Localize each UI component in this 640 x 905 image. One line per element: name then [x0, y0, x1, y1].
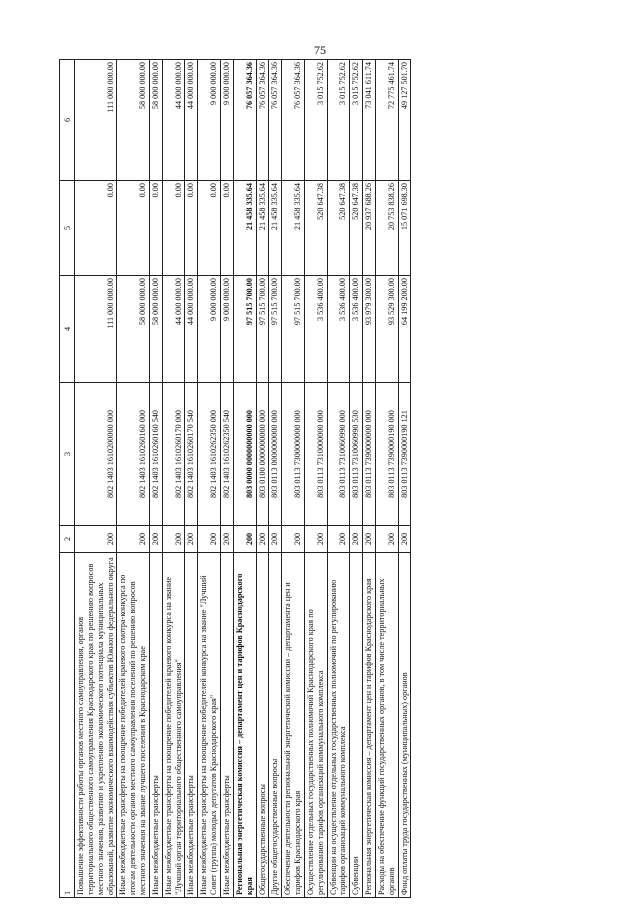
row-code: 200: [398, 526, 411, 553]
row-code: 200: [117, 526, 150, 553]
row-name: Иные межбюджетные трансферты на поощрение победителей краевого конкурса на звание "Лучший орган территориального общественного самоуправления": [162, 553, 185, 898]
row-col4: 111 000 000.00: [75, 276, 117, 383]
row-code: 200: [198, 526, 221, 553]
row-kbk: 803 0113 7390000190 121: [398, 383, 411, 526]
table-row: [162, 60, 185, 898]
row-col4: 44 000 000.00: [162, 276, 185, 383]
row-code: 200: [233, 526, 256, 553]
row-col5: 15 071 698.30: [398, 181, 411, 276]
rotated-table-container: [59, 62, 547, 898]
row-name: Общегосударственные вопросы: [256, 553, 269, 898]
row-col6: 72 775 461.74: [375, 60, 398, 181]
header-col-4: 4: [60, 276, 75, 383]
row-kbk: 802 1403 1610260170 000: [162, 383, 185, 526]
document-viewport: [59, 62, 547, 898]
row-name: Иные межбюджетные трансферты: [149, 553, 162, 898]
row-code: 200: [327, 526, 350, 553]
budget-table: [59, 59, 411, 898]
table-row: [256, 60, 269, 898]
row-col5: 0.00: [185, 181, 198, 276]
table-row: [350, 60, 363, 898]
row-col4: 93 979 300.00: [363, 276, 376, 383]
row-code: 200: [75, 526, 117, 553]
row-col6: 9 000 000.00: [198, 60, 221, 181]
row-name: Субвенции: [350, 553, 363, 898]
row-name: Иные межбюджетные трансферты: [220, 553, 233, 898]
row-col6: 44 000 000.00: [185, 60, 198, 181]
row-kbk: 803 0113 0000000000 000: [269, 383, 282, 526]
row-col4: 9 000 000.00: [198, 276, 221, 383]
row-col6: 3 015 752.62: [304, 60, 327, 181]
row-col6: 9 000 000.00: [220, 60, 233, 181]
row-kbk: 802 1403 1610260160 000: [117, 383, 150, 526]
header-row: [60, 60, 75, 898]
row-col6: 49 127 501.70: [398, 60, 411, 181]
row-code: 200: [304, 526, 327, 553]
row-col4: 58 000 000.00: [117, 276, 150, 383]
row-kbk: 803 0000 0000000000 000: [233, 383, 256, 526]
row-name: Фонд оплаты труда государственных (муниципальных) органов: [398, 553, 411, 898]
header-col-6: 6: [60, 60, 75, 181]
row-col5: 21 458 335.64: [269, 181, 282, 276]
row-col6: 58 000 000.00: [149, 60, 162, 181]
row-col5: 0.00: [220, 181, 233, 276]
row-col5: 520 647.38: [327, 181, 350, 276]
row-code: 200: [185, 526, 198, 553]
row-kbk: 803 0113 7390000000 000: [363, 383, 376, 526]
header-col-2: 2: [60, 526, 75, 553]
row-col4: 97 515 700.00: [269, 276, 282, 383]
row-col5: 520 647.38: [304, 181, 327, 276]
row-col6: 73 041 611.74: [363, 60, 376, 181]
table-row: [363, 60, 376, 898]
row-col6: 76 057 364.36: [233, 60, 256, 181]
page-number: 75: [314, 43, 326, 57]
row-name: Региональная энергетическая комиссия – департамент цен и тарифов Краснодарского края: [363, 553, 376, 898]
row-code: 200: [363, 526, 376, 553]
header-col-1: 1: [60, 553, 75, 898]
row-code: 200: [350, 526, 363, 553]
row-kbk: 802 1403 1610200000 000: [75, 383, 117, 526]
header-col-3: 3: [60, 383, 75, 526]
row-col4: 3 536 400.00: [304, 276, 327, 383]
row-name: Иные межбюджетные трансферты: [185, 553, 198, 898]
row-code: 200: [269, 526, 282, 553]
row-col6: 76 057 364.36: [256, 60, 269, 181]
table-row: [398, 60, 411, 898]
row-col6: 111 000 000.00: [75, 60, 117, 181]
table-row: [233, 60, 256, 898]
row-col5: 0.00: [75, 181, 117, 276]
row-kbk: 802 1403 1610262350 000: [198, 383, 221, 526]
row-name: Обеспечение деятельности региональной энергетической комиссии – департамента цен и тарифов Краснодарского края: [282, 553, 305, 898]
row-col4: 44 000 000.00: [185, 276, 198, 383]
row-code: 200: [282, 526, 305, 553]
row-col4: 97 515 700.00: [256, 276, 269, 383]
row-col4: 3 536 400.00: [350, 276, 363, 383]
table-row: [327, 60, 350, 898]
row-col5: 20 753 838.26: [375, 181, 398, 276]
table-row: [304, 60, 327, 898]
row-col6: 76 057 364.36: [282, 60, 305, 181]
row-kbk: 803 0113 7390000190 000: [375, 383, 398, 526]
table-row: [375, 60, 398, 898]
row-col5: 21 458 335.64: [233, 181, 256, 276]
row-col4: 58 000 000.00: [149, 276, 162, 383]
row-kbk: 803 0100 0000000000 000: [256, 383, 269, 526]
row-kbk: 802 1403 1610260160 540: [149, 383, 162, 526]
row-kbk: 802 1403 1610260170 540: [185, 383, 198, 526]
row-col5: 21 458 335.64: [256, 181, 269, 276]
row-col4: 93 529 300.00: [375, 276, 398, 383]
row-name: Иные межбюджетные трансферты на поощрение победителей конкурса на звание "Лучший Совет (группа) молодых депутатов Краснодарского края": [198, 553, 221, 898]
row-name: Региональная энергетическая комиссия – департамент цен и тарифов Краснодарского края: [233, 553, 256, 898]
table-row: [185, 60, 198, 898]
row-code: 200: [256, 526, 269, 553]
row-col6: 76 057 364.36: [269, 60, 282, 181]
table-row: [282, 60, 305, 898]
row-col4: 64 199 200.00: [398, 276, 411, 383]
table-row: [75, 60, 117, 898]
row-col5: 0.00: [117, 181, 150, 276]
table-body: [75, 60, 411, 898]
row-code: 200: [149, 526, 162, 553]
table-row: [220, 60, 233, 898]
row-kbk: 803 0113 7310000000 000: [304, 383, 327, 526]
row-name: Повышение эффективности работы органов местного самоуправления, органов территориального общественного самоуправления Краснодарского края по решению вопросов местного значения, развитию и укреплению экономического потенциала муниципальных образований, развитие экономического взаимодействия субъектов Южного федерального округа: [75, 553, 117, 898]
row-kbk: 803 0113 7300000000 000: [282, 383, 305, 526]
row-name: Расходы на обеспечение функций государственных органов, в том числе территориальных органов: [375, 553, 398, 898]
row-col6: 3 015 752.62: [350, 60, 363, 181]
row-kbk: 802 1403 1610262350 540: [220, 383, 233, 526]
row-col5: 520 647.38: [350, 181, 363, 276]
row-name: Субвенции на осуществление отдельных государственных полномочий по регулированию тарифов организаций коммунального комплекса: [327, 553, 350, 898]
row-col5: 0.00: [162, 181, 185, 276]
row-code: 200: [220, 526, 233, 553]
row-kbk: 803 0113 7310060990 000: [327, 383, 350, 526]
row-col4: 3 536 400.00: [327, 276, 350, 383]
table-row: [117, 60, 150, 898]
row-col6: 58 000 000.00: [117, 60, 150, 181]
row-name: Другие общегосударственные вопросы: [269, 553, 282, 898]
row-code: 200: [375, 526, 398, 553]
table-row: [269, 60, 282, 898]
row-col5: 0.00: [198, 181, 221, 276]
row-code: 200: [162, 526, 185, 553]
row-col5: 0.00: [149, 181, 162, 276]
header-col-5: 5: [60, 181, 75, 276]
row-col4: 9 000 000.00: [220, 276, 233, 383]
row-col5: 20 937 688.26: [363, 181, 376, 276]
row-col6: 3 015 752.62: [327, 60, 350, 181]
row-col4: 97 515 700.00: [233, 276, 256, 383]
row-name: Иные межбюджетные трансферты на поощрение победителей краевого смотра-конкурса по итогам деятельности органов местного самоуправления поселений по решению вопросов местного значения на звание лучшего поселения в Краснодарском крае: [117, 553, 150, 898]
row-col4: 97 515 700.00: [282, 276, 305, 383]
row-kbk: 803 0113 7310060990 530: [350, 383, 363, 526]
table-row: [149, 60, 162, 898]
table-row: [198, 60, 221, 898]
row-name: Осуществление отдельных государственных полномочий Краснодарского края по регулированию тарифов организаций коммунального комплекса: [304, 553, 327, 898]
row-col6: 44 000 000.00: [162, 60, 185, 181]
row-col5: 21 458 335.64: [282, 181, 305, 276]
